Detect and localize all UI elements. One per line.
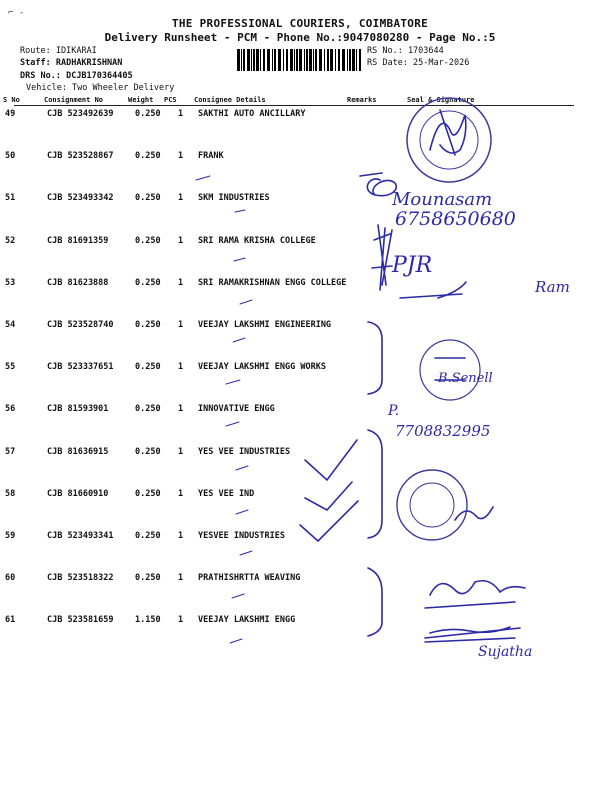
row-consignee: VEEJAY LAKSHMI ENGG <box>198 615 296 625</box>
rs-date: RS Date: 25-Mar-2026 <box>367 58 470 68</box>
row-weight: 0.250 <box>135 531 161 541</box>
row-pcs: 1 <box>178 362 184 372</box>
header-rule <box>14 105 574 106</box>
row-sno: 57 <box>5 447 16 457</box>
drs-value: DCJB170364405 <box>66 71 133 81</box>
row-pcs: 1 <box>178 489 184 499</box>
col-seal-signature: Seal & Signature <box>407 96 475 104</box>
row-weight: 0.250 <box>135 362 161 372</box>
rs-number: RS No.: 1703644 <box>367 46 444 56</box>
row-sno: 55 <box>5 362 16 372</box>
row-consignment-no: CJB 523528867 <box>47 151 114 161</box>
row-consignee: YESVEE INDUSTRIES <box>198 531 285 541</box>
row-consignment-no: CJB 523518322 <box>47 573 114 583</box>
row-consignment-no: CJB 523581659 <box>47 615 114 625</box>
vehicle-line: Vehicle: Two Wheeler Delivery <box>26 83 175 93</box>
company-name: THE PROFESSIONAL COURIERS, COIMBATORE <box>171 17 429 30</box>
handwritten-phone-row56: 7708832995 <box>395 422 491 440</box>
row-consignment-no: CJB 523337651 <box>47 362 114 372</box>
row-pcs: 1 <box>178 151 184 161</box>
handwritten-sign-row55: B.Senell <box>438 371 493 386</box>
row-weight: 0.250 <box>135 404 161 414</box>
route-line <box>20 46 97 56</box>
row-weight: 0.250 <box>135 109 161 119</box>
row-weight: 1.150 <box>135 615 161 625</box>
row-consignment-no: CJB 523493342 <box>47 193 114 203</box>
row-consignee: SAKTHI AUTO ANCILLARY <box>198 109 306 119</box>
row-weight: 0.250 <box>135 573 161 583</box>
table-row <box>0 447 600 489</box>
row-consignee: INNOVATIVE ENGG <box>198 404 275 414</box>
col-sno: S No <box>3 96 20 104</box>
row-pcs: 1 <box>178 109 184 119</box>
drs-label: DRS No.: <box>20 71 61 81</box>
row-consignee: VEEJAY LAKSHMI ENGG WORKS <box>198 362 326 372</box>
row-consignment-no: CJB 523492639 <box>47 109 114 119</box>
row-sno: 52 <box>5 236 16 246</box>
runsheet-title: Delivery Runsheet - PCM - Phone No.:9047080280 - Page No.:5 <box>104 31 496 44</box>
row-consignment-no: CJB 81623888 <box>47 278 109 288</box>
row-pcs: 1 <box>178 278 184 288</box>
row-consignee: YES VEE IND <box>198 489 255 499</box>
table-row <box>0 109 600 151</box>
handwritten-name: Mounasam <box>392 189 493 210</box>
row-pcs: 1 <box>178 573 184 583</box>
handwritten-name-row61: Sujatha <box>478 644 533 660</box>
row-consignee: VEEJAY LAKSHMI ENGINEERING <box>198 320 332 330</box>
row-consignment-no: CJB 81691359 <box>47 236 109 246</box>
row-consignee: PRATHISHRTTA WEAVING <box>198 573 301 583</box>
row-weight: 0.250 <box>135 193 161 203</box>
row-weight: 0.250 <box>135 447 161 457</box>
row-pcs: 1 <box>178 193 184 203</box>
row-sno: 61 <box>5 615 16 625</box>
row-consignment-no: CJB 81660910 <box>47 489 109 499</box>
row-consignment-no: CJB 523528740 <box>47 320 114 330</box>
table-row <box>0 531 600 573</box>
table-row <box>0 362 600 404</box>
row-consignment-no: CJB 81593901 <box>47 404 109 414</box>
row-sno: 58 <box>5 489 16 499</box>
row-weight: 0.250 <box>135 489 161 499</box>
row-pcs: 1 <box>178 404 184 414</box>
table-row <box>0 193 600 235</box>
col-weight: Weight <box>128 96 154 104</box>
row-weight: 0.250 <box>135 151 161 161</box>
row-consignee: SKM INDUSTRIES <box>198 193 270 203</box>
table-row <box>0 489 600 531</box>
col-consignment: Consignment No <box>44 96 104 104</box>
row-consignee: YES VEE INDUSTRIES <box>198 447 291 457</box>
row-weight: 0.250 <box>135 236 161 246</box>
route-label: Route: <box>20 46 51 56</box>
row-pcs: 1 <box>178 236 184 246</box>
row-sno: 53 <box>5 278 16 288</box>
table-row <box>0 278 600 320</box>
row-sno: 51 <box>5 193 16 203</box>
col-remarks: Remarks <box>347 96 377 104</box>
table-row <box>0 573 600 615</box>
row-weight: 0.250 <box>135 320 161 330</box>
row-sno: 56 <box>5 404 16 414</box>
table-row <box>0 151 600 193</box>
table-row <box>0 320 600 362</box>
row-consignee: SRI RAMAKRISHNAN ENGG COLLEGE <box>198 278 347 288</box>
drs-line <box>20 71 133 81</box>
table-row <box>0 236 600 278</box>
row-consignment-no: CJB 81636915 <box>47 447 109 457</box>
route-value: IDIKARAI <box>55 46 97 56</box>
row-sno: 54 <box>5 320 16 330</box>
row-sno: 50 <box>5 151 16 161</box>
row-consignee: SRI RAMA KRISHA COLLEGE <box>198 236 316 246</box>
col-pcs: PCS <box>164 96 177 104</box>
row-pcs: 1 <box>178 615 184 625</box>
table-row <box>0 615 600 657</box>
row-consignment-no: CJB 523493341 <box>47 531 114 541</box>
table-row <box>0 404 600 446</box>
staff-value: RADHAKRISHNAN <box>55 58 123 68</box>
barcode <box>237 49 363 71</box>
row-sno: 59 <box>5 531 16 541</box>
row-pcs: 1 <box>178 447 184 457</box>
col-consignee: Consignee Details <box>194 96 266 104</box>
handwritten-initials: PJR <box>392 253 433 278</box>
row-pcs: 1 <box>178 531 184 541</box>
row-consignee: FRANK <box>198 151 224 161</box>
row-weight: 0.250 <box>135 278 161 288</box>
row-pcs: 1 <box>178 320 184 330</box>
handwritten-phone: 6758650680 <box>395 208 516 230</box>
svg-text:P.: P. <box>388 403 400 419</box>
staff-label: Staff: <box>20 58 51 68</box>
handwritten-sign-row53: Ram <box>535 278 570 296</box>
row-sno: 60 <box>5 573 16 583</box>
row-sno: 49 <box>5 109 16 119</box>
corner-mark: ⌐ - <box>8 8 25 18</box>
staff-line <box>20 58 122 68</box>
